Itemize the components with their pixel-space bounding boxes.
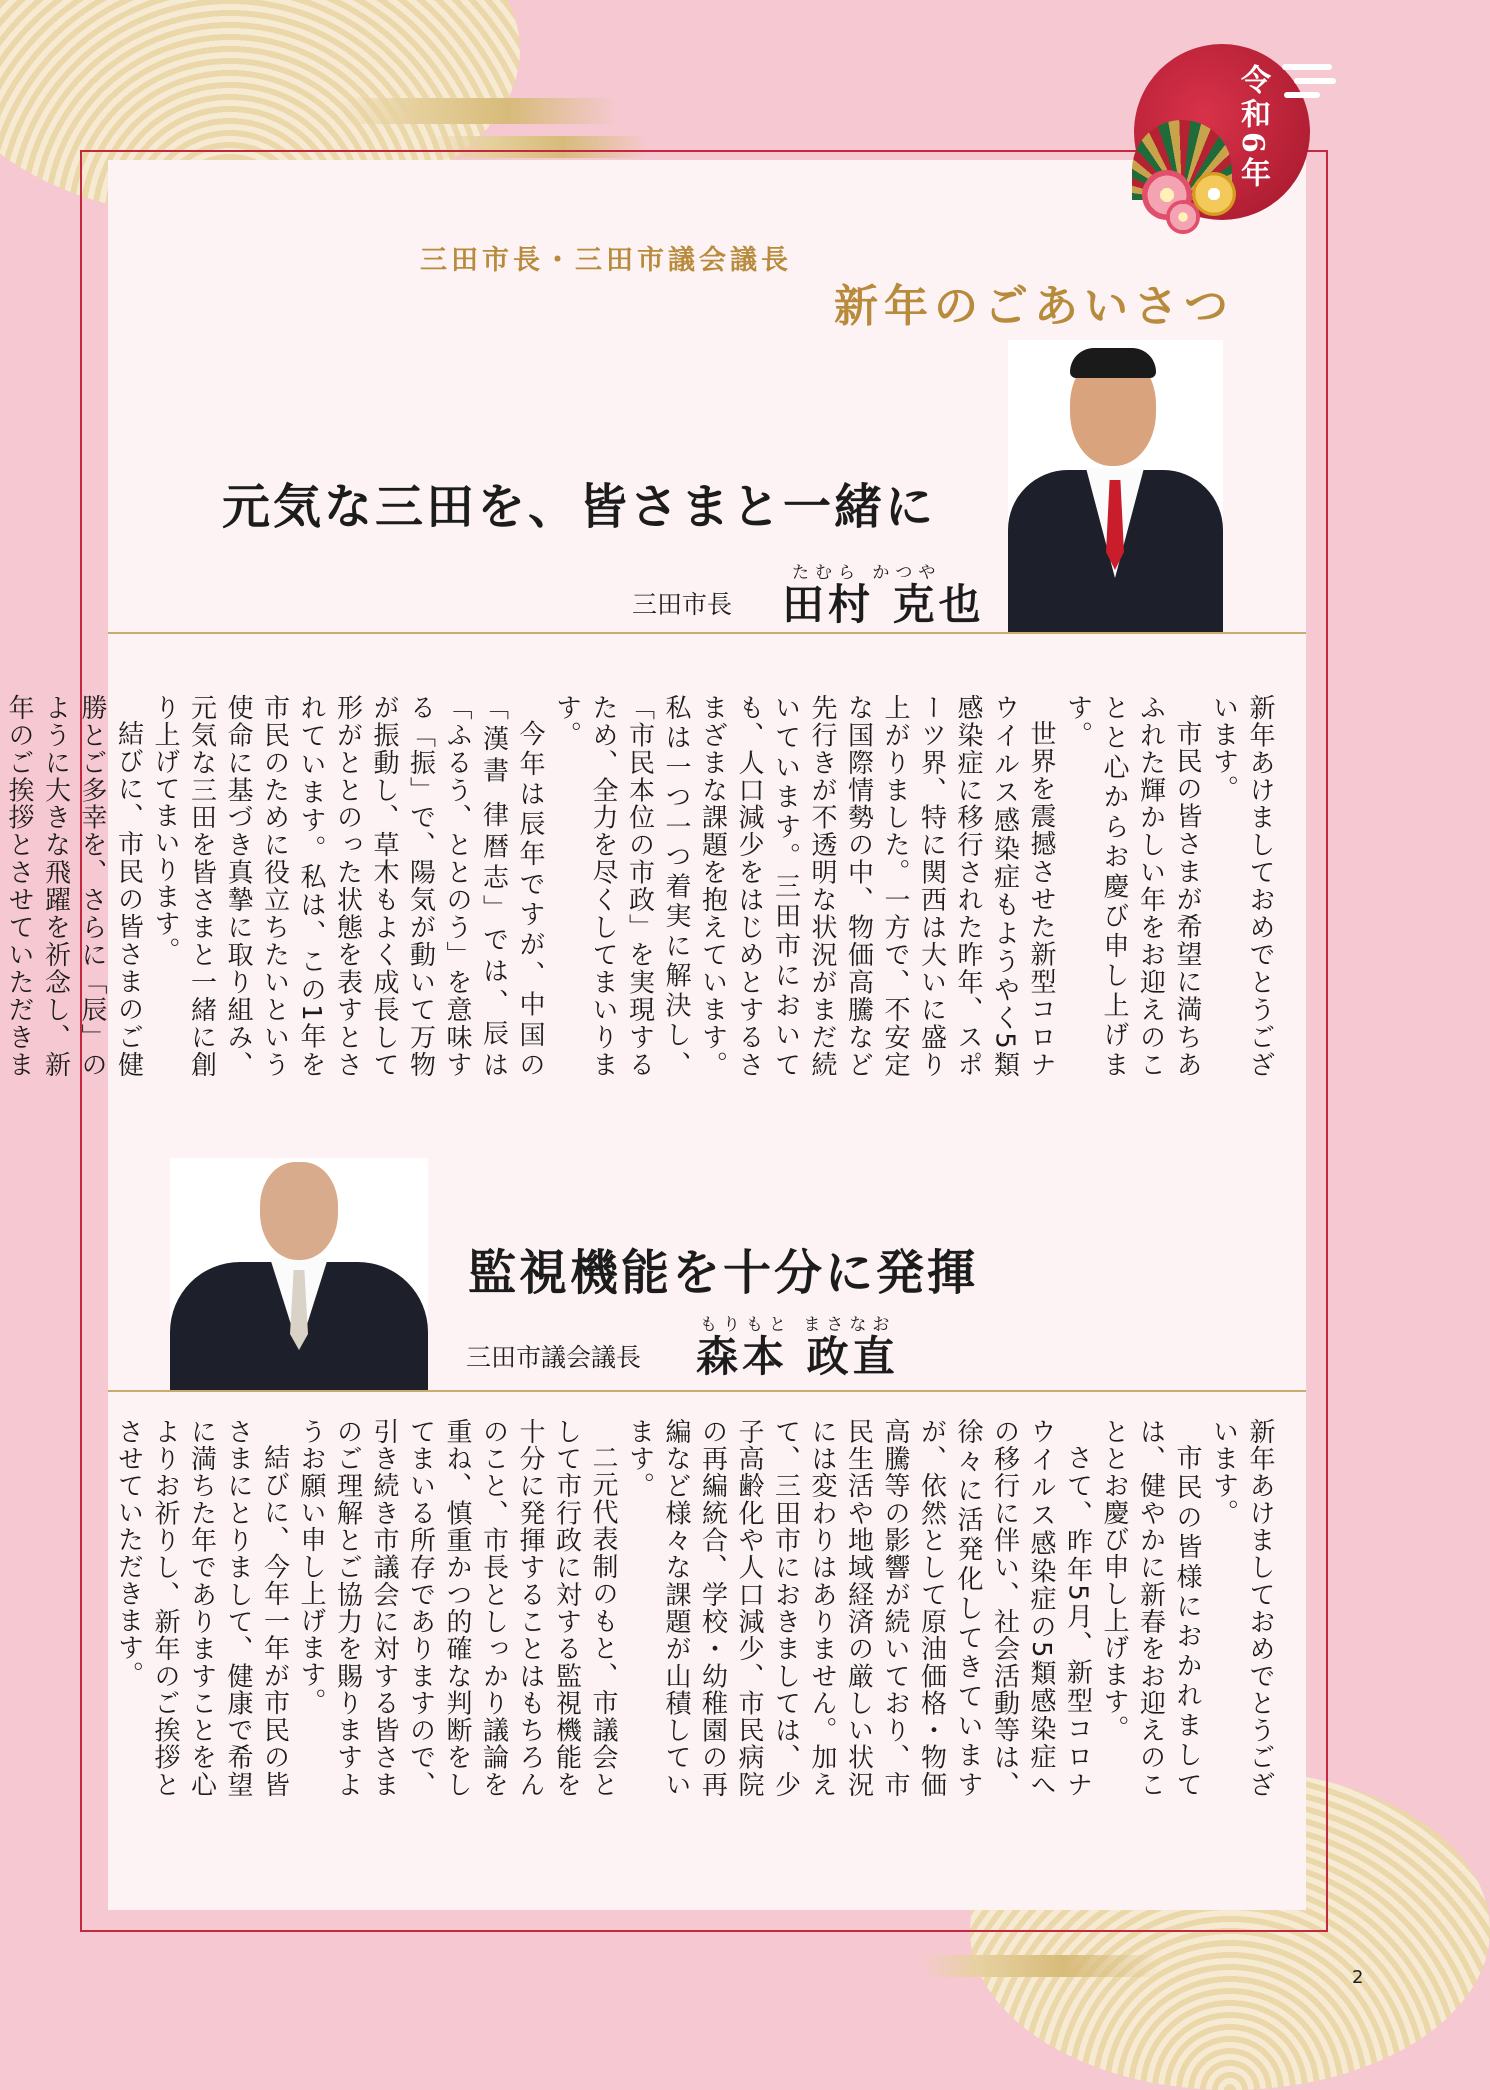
message-paragraph: 市民の皆様におかれましては、健やかに新春をお迎えのこととお慶び申し上げます。 (1099, 1418, 1202, 1798)
mayor-name-ruby: たむら かつや (792, 563, 942, 583)
new-year-emblem (1122, 40, 1342, 240)
section-divider (108, 632, 1306, 634)
mayor-name: 田村 克也 (782, 580, 985, 629)
chair-name-ruby: もりもと まさなお (700, 1315, 896, 1335)
gold-cloud-bar (920, 1955, 1160, 1977)
chair-name: 森本 政直 (696, 1332, 899, 1381)
section-divider (108, 1390, 1306, 1392)
emblem-text: 令和6年 (1235, 64, 1270, 191)
mayor-message (4, 694, 1278, 1078)
chair-message (113, 1418, 1278, 1798)
chair-photo (170, 1158, 428, 1392)
message-paragraph: 世界を震撼させた新型コロナウイルス感染症もようやく5類感染症に移行された昨年、スポーツ界、特に関西は大いに盛り上がりました。一方で、不安定な国際情勢の中、物価高騰など先行きが不透明な状況がまだ続いています。三田市においても、人口減少をはじめとするさまざまな課題を抱えています。私は一つ一つ着実に解決し、「市民本位の市政」を実現するため、全力を尽くしてまいります。 (551, 694, 1056, 1078)
message-paragraph: さて、昨年5月、新型コロナウイルス感染症の5類感染症への移行に伴い、社会活動等は、徐々に活発化してきていますが、依然として原油価格・物価高騰等の影響が続いており、市民生活や地域経済の厳しい状況には変わりはありません。加えて、三田市におきましては、少子高齢化や人口減少、市民病院の再編統合、学校・幼稚園の再編など様々な課題が山積しています。 (624, 1418, 1093, 1798)
cloud-line-icon (1294, 78, 1336, 84)
chrysanthemum-icon (1166, 200, 1200, 234)
message-paragraph: 新年あけましておめでとうございます。 (1208, 1418, 1275, 1798)
mayor-headline: 元気な三田を、皆さまと一緒に (222, 479, 937, 535)
mayor-photo (1008, 340, 1223, 632)
cloud-line-icon (1282, 64, 1332, 70)
message-paragraph: 結びに、今年一年が市民の皆さまにとりまして、健康で希望に満ちた年でありますことを心よりお祈りし、新年のご挨拶とさせていただきます。 (113, 1418, 290, 1798)
cloud-line-icon (1284, 92, 1320, 98)
message-paragraph: 今年は辰年ですが、中国の「漢書 律暦志」では、辰は「ふるう、ととのう」を意味する「振」で、陽気が動いて万物が振動し、草木もよく成長して形がととのった状態を表すとされています。私は、この1年を市民のために役立ちたいという使命に基づき真摯に取り組み、元気な三田を皆さまと一緒に創り上げてまいります。 (150, 694, 545, 1078)
chair-headline: 監視機能を十分に発揮 (468, 1245, 979, 1301)
page-subtitle: 三田市長・三田市議会議長 (420, 245, 792, 276)
page-title: 新年のごあいさつ (834, 281, 1234, 332)
page-number: 2 (1352, 1967, 1364, 1988)
message-paragraph: 二元代表制のもと、市議会として市行政に対する監視機能を十分に発揮することはもちろんのこと、市長としっかり議論を重ね、慎重かつ的確な判断をしてまいる所存でありますので、引き続き市議会に対する皆さまのご理解とご協力を賜りますようお願い申し上げます。 (296, 1418, 618, 1798)
message-paragraph: 市民の皆さまが希望に満ちあふれた輝かしい年をお迎えのことと心からお慶び申し上げます。 (1062, 694, 1202, 1078)
message-paragraph: 新年あけましておめでとうございます。 (1208, 694, 1275, 1078)
message-paragraph: 結びに、市民の皆さまのご健勝とご多幸を、さらに「辰」のように大きな飛躍を祈念し、新年のご挨拶とさせていただきま (4, 694, 144, 1078)
mayor-role: 三田市長 (632, 590, 733, 619)
gold-cloud-bar (340, 98, 620, 124)
chair-role: 三田市議会議長 (466, 1343, 642, 1372)
